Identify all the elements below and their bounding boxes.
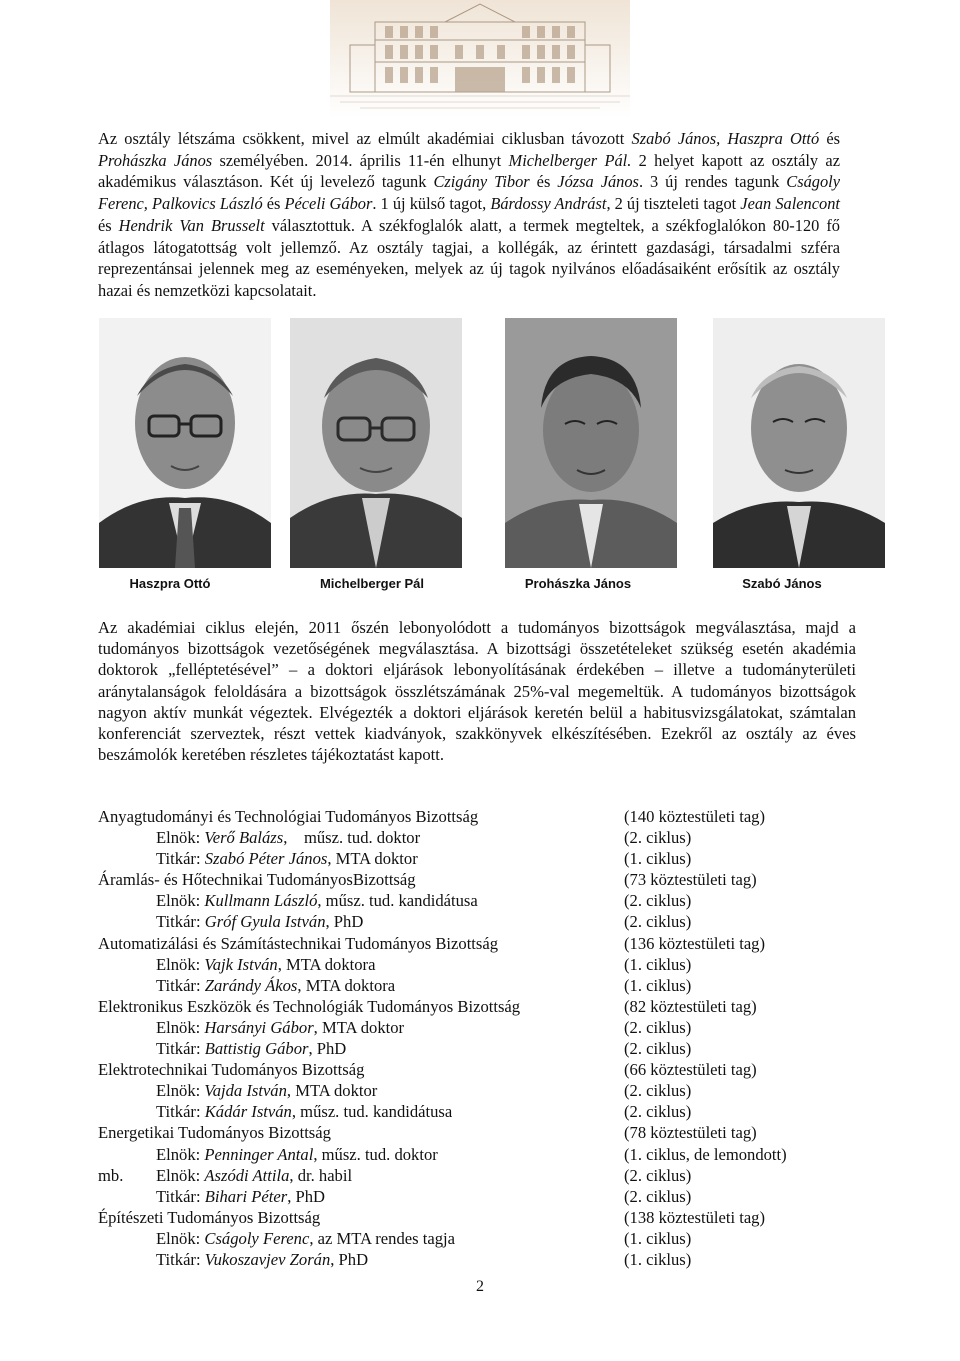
officer-row: [98, 1038, 858, 1059]
officer-role: Titkár:: [156, 1039, 205, 1059]
officer-name: Vukoszavjev Zorán: [204, 1249, 331, 1269]
officer-row: [98, 1144, 858, 1165]
term-cycle: (1. ciklus): [624, 1249, 692, 1269]
officer-title: , műsz. tud. doktor: [283, 828, 421, 848]
member-count: (78 köztestületi tag): [624, 1123, 757, 1143]
term-cycle: (2. ciklus): [624, 828, 692, 848]
officer-row: [98, 911, 858, 932]
intro-name-run: Szabó János, Haszpra Ottó: [631, 129, 820, 148]
officer-role: Elnök:: [156, 891, 205, 911]
header-building-illustration: [330, 0, 630, 118]
officer-title: , műsz. tud. kandidátusa: [291, 1102, 453, 1122]
officer-name: Harsányi Gábor: [204, 1017, 314, 1037]
member-count: (73 köztestületi tag): [624, 870, 757, 890]
officer-name: Verő Balázs: [204, 828, 284, 848]
page-number: 2: [476, 1278, 484, 1295]
intro-text-run: Az osztály létszáma csökkent, mivel az elmúlt akadémiai ciklusban távozott: [98, 129, 632, 148]
intro-text-run: . 3 új rendes tagunk: [638, 172, 787, 192]
intro-name-run: Prohászka János: [98, 150, 213, 170]
member-count: (66 köztestületi tag): [624, 1060, 757, 1080]
officer-role: Titkár:: [156, 1249, 205, 1269]
officer-entry: [156, 1080, 377, 1101]
officer-entry: [156, 911, 363, 932]
committee-row: [98, 1059, 858, 1080]
officer-role: Elnök:: [156, 1017, 205, 1037]
officer-row: [98, 1017, 858, 1038]
intro-name-run: Cságoly Ferenc, Palkovics László: [98, 172, 840, 214]
portrait-photo-1: [99, 318, 271, 568]
officer-entry: [156, 1101, 452, 1122]
committee-name: Építészeti Tudományos Bizottság: [98, 1207, 321, 1227]
officer-role: Titkár:: [156, 912, 205, 932]
committee-election-paragraph: Az akadémiai ciklus elején, 2011 őszén lebonyolódott a tudományos bizottságok megválasztása, majd a tudományos bizottságok vezetőségének megválasztása. A bizottsági összetételeket szükség esetén akadémia doktorok „felléptetésével” – a doktori eljárások lebonyolításának érdekében – illetve a tudományterületi aránytalanságok feloldására a bizottságok összlétszámának 25%-val megemeltük. A tudományos bizottságok nagyon aktív munkát végeztek. Elvégezték a doktori eljárások keretén belül a habitusvizsgálatokat, számtalan konferenciát szerveztek, részt vettek kiadványok, szakkönyvek elkészítésében. Ezekről az osztály az éves beszámolók keretében részletes tájékoztatást kapott.: [98, 618, 856, 765]
photo-caption-4: Szabó János: [742, 576, 822, 591]
officer-name: Vajda István: [204, 1081, 287, 1101]
term-cycle: (2. ciklus): [624, 1186, 692, 1206]
committee-row: [98, 1207, 858, 1228]
officer-entry: [156, 1249, 368, 1270]
officer-row: [98, 827, 858, 848]
officer-name: Zarándy Ákos: [204, 975, 298, 995]
portrait-photo-4: [713, 318, 885, 568]
committee-name: Áramlás- és Hőtechnikai TudományosBizottság: [98, 870, 416, 890]
member-count: (136 köztestületi tag): [624, 933, 766, 953]
officer-name: Kullmann László: [204, 891, 318, 911]
intro-name-run: Józsa János: [557, 172, 639, 192]
officer-row: [98, 848, 858, 869]
officer-name: Kádár István: [204, 1102, 292, 1122]
intro-text-run: , 2 új tiszteleti tagot: [606, 194, 741, 214]
officer-row: [98, 1080, 858, 1101]
officer-name: Szabó Péter János: [204, 849, 328, 869]
member-count: (138 köztestületi tag): [624, 1207, 766, 1227]
intro-text-run: választottuk. A székfoglalók alatt, a termek megteltek, a székfoglalókon 80-120 fő átlagos látogatottság volt jellemző. Az osztály tagjai, a kollégák, az érintett gazdasági, társadalmi szféra reprezentánsai jelennek meg az eseményeken, melyek az új tagok nyilvános előadásaiként erősítik az osztály hazai és nemzetközi kapcsolatait.: [98, 215, 840, 300]
term-cycle: (2. ciklus): [624, 1081, 692, 1101]
officer-entry: [156, 1186, 325, 1207]
term-cycle: (1. ciklus): [624, 975, 692, 995]
officer-role: Elnök:: [156, 1144, 205, 1164]
officer-entry: [156, 1144, 438, 1165]
officer-role: Elnök:: [156, 954, 205, 974]
acting-prefix: mb.: [98, 1165, 124, 1185]
intro-text-run: . 1 új külső tagot,: [372, 194, 491, 214]
committee-row: [98, 933, 858, 954]
officer-entry: [156, 1038, 346, 1059]
intro-name-run: Jean Salencont: [740, 194, 840, 214]
officer-title: , PhD: [325, 912, 364, 932]
committee-name: Elektrotechnikai Tudományos Bizottság: [98, 1060, 365, 1080]
term-cycle: (2. ciklus): [624, 1102, 692, 1122]
officer-row: [98, 1228, 858, 1249]
officer-row: [98, 975, 858, 996]
photo-caption-2: Michelberger Pál: [319, 576, 425, 591]
officer-role: Elnök:: [156, 1228, 205, 1248]
intro-text-run: és: [819, 129, 840, 148]
officer-name: Gróf Gyula István: [204, 912, 326, 932]
committee-list: [98, 806, 858, 1270]
officer-title: , PhD: [308, 1039, 347, 1059]
intro-name-run: Bárdossy Andrást: [490, 194, 607, 214]
officer-name: Bihari Péter: [204, 1186, 288, 1206]
term-cycle: (2. ciklus): [624, 891, 692, 911]
officer-entry: [156, 954, 375, 975]
officer-role: Titkár:: [156, 1186, 205, 1206]
term-cycle: (2. ciklus): [624, 912, 692, 932]
officer-title: , PhD: [330, 1249, 369, 1269]
officer-title: , MTA doktora: [297, 975, 396, 995]
officer-title: , műsz. tud. kandidátusa: [317, 891, 478, 911]
committee-row: [98, 869, 858, 890]
officer-entry: [156, 975, 395, 996]
portrait-photo-3: [505, 318, 677, 568]
intro-text-run: és: [262, 194, 285, 214]
officer-title: , MTA doktora: [277, 954, 376, 974]
officer-entry: [156, 1017, 404, 1038]
intro-text-run: és: [98, 215, 119, 235]
intro-paragraph: [98, 128, 840, 302]
officer-role: Titkár:: [156, 1102, 205, 1122]
officer-name: Vajk István: [204, 954, 278, 974]
member-count: (140 köztestületi tag): [624, 807, 766, 826]
photo-caption-3: Prohászka János: [524, 576, 632, 591]
officer-title: , az MTA rendes tagja: [309, 1228, 455, 1248]
officer-entry: [156, 827, 420, 848]
officer-row: [98, 1101, 858, 1122]
term-cycle: (2. ciklus): [624, 1165, 692, 1185]
officer-name: Battistig Gábor: [204, 1039, 309, 1059]
officer-role: Titkár:: [156, 975, 205, 995]
officer-row: [98, 1186, 858, 1207]
committee-row: [98, 996, 858, 1017]
intro-text-run: és: [529, 172, 558, 192]
term-cycle: (1. ciklus): [624, 849, 692, 869]
officer-role: Elnök:: [156, 828, 205, 848]
intro-text-run: 2 helyet kapott az osztály az akadémikus választáson. Két új levelező tagunk: [98, 150, 840, 192]
officer-title: , MTA doktor: [327, 849, 418, 869]
portrait-photo-2: [290, 318, 462, 568]
intro-text-run: személyében. 2014. április 11-én elhunyt: [212, 150, 509, 170]
officer-title: , műsz. tud. doktor: [313, 1144, 438, 1164]
officer-row: [98, 1249, 858, 1270]
term-cycle: (1. ciklus): [624, 954, 692, 974]
intro-name-run: Hendrik Van Brusselt: [118, 215, 265, 235]
committee-name: Automatizálási és Számítástechnikai Tudományos Bizottság: [98, 933, 499, 953]
officer-entry: [156, 1165, 352, 1186]
officer-entry: [156, 848, 418, 869]
officer-name: Aszódi Attila: [204, 1165, 290, 1185]
intro-name-run: Czigány Tibor: [433, 172, 530, 192]
committee-row: [98, 1122, 858, 1143]
term-cycle: (2. ciklus): [624, 1039, 692, 1059]
officer-title: , MTA doktor: [313, 1017, 405, 1037]
officer-role: Elnök:: [156, 1165, 205, 1185]
intro-name-run: Péceli Gábor: [284, 194, 373, 214]
officer-title: , dr. habil: [289, 1165, 353, 1185]
officer-row: [98, 954, 858, 975]
photo-caption-1: Haszpra Ottó: [129, 576, 211, 591]
officer-title: , PhD: [287, 1186, 326, 1206]
officer-role: Titkár:: [156, 849, 205, 869]
officer-name: Penninger Antal: [204, 1144, 314, 1164]
committee-name: Anyagtudományi és Technológiai Tudományos Bizottság: [98, 807, 479, 826]
officer-role: Elnök:: [156, 1081, 205, 1101]
officer-entry: [156, 1228, 455, 1249]
officer-row: [98, 1165, 858, 1186]
officer-title: , MTA doktor: [286, 1081, 378, 1101]
officer-row: [98, 890, 858, 911]
committee-name: Elektronikus Eszközök és Technológiák Tudományos Bizottság: [98, 996, 521, 1016]
intro-name-run: Michelberger Pál.: [508, 150, 632, 170]
term-cycle: (1. ciklus): [624, 1228, 692, 1248]
member-count: (82 köztestületi tag): [624, 996, 757, 1016]
term-cycle: (1. ciklus, de lemondott): [624, 1144, 787, 1164]
term-cycle: (2. ciklus): [624, 1017, 692, 1037]
committee-row: [98, 806, 858, 827]
officer-name: Cságoly Ferenc: [204, 1228, 310, 1248]
committee-name: Energetikai Tudományos Bizottság: [98, 1123, 331, 1143]
officer-entry: [156, 890, 478, 911]
